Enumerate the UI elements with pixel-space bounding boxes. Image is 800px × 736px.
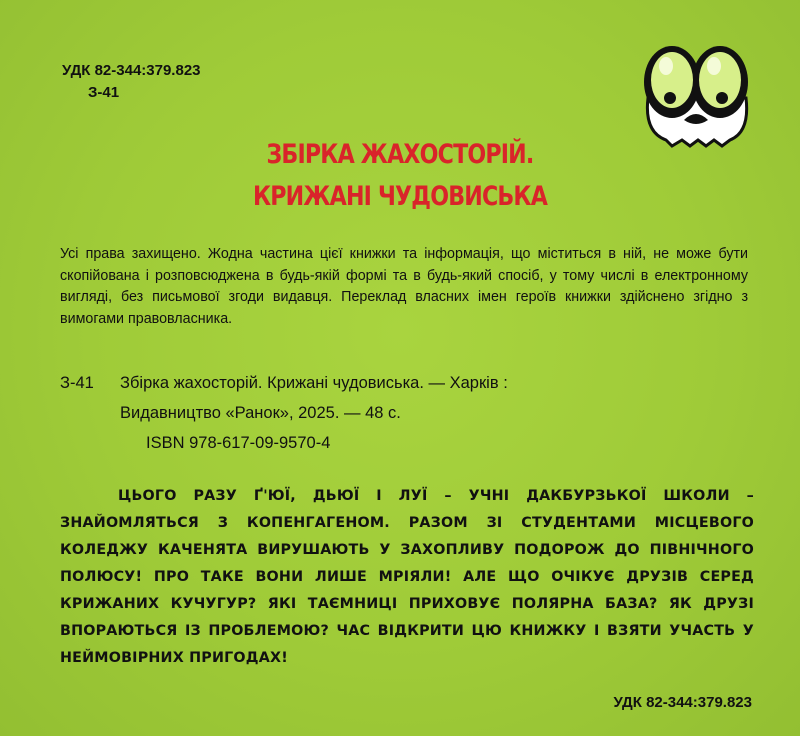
skull-eyes-icon (636, 36, 756, 148)
rights-paragraph: Усі права захищено. Жодна частина цієї книжки та інформація, що міститься в ній, не може бути скопійована і розповсюджена в будь-якій формі та в будь-який спосіб, у тому числі в електронному вигляді, без письмової згоди видавця. Переклад власних імен героїв книжки здійснено згідно з вимогами правовласника. (60, 246, 748, 327)
book-title (72, 134, 728, 218)
isbn: ISBN 978-617-09-9570-4 (146, 434, 331, 452)
catalog-code: З-41 (88, 84, 120, 101)
annotation-blurb (60, 483, 754, 672)
title-line-1: ЗБІРКА ЖАХОСТОРІЙ. (266, 139, 534, 170)
biblio-title-line: Збірка жахосторій. Крижані чудовиська. — Харків : (120, 374, 508, 392)
biblio-code: З-41 (60, 374, 94, 392)
blurb-text: ЦЬОГО РАЗУ Ґ'ЮЇ, ДЬЮЇ І ЛУЇ – УЧНІ ДАКБУРЗЬКОЇ ШКОЛИ – ЗНАЙОМЛЯТЬСЯ З КОПЕНГАГЕНОМ. РАЗОМ ЗІ СТУДЕНТАМИ МІСЦЕВОГО КОЛЕДЖУ КАЧЕНЯТА ВИРУШАЮТЬ У ЗАХОПЛИВУ ПОДОРОЖ ДО ПІВНІЧНОГО ПОЛЮСУ! ПРО ТАКЕ ВОНИ ЛИШЕ МРІЯЛИ! АЛЕ ЩО ОЧІКУЄ ДРУЗІВ СЕРЕД КРИЖАНИХ КУЧУГУР? ЯКІ ТАЄМНИЦІ ПРИХОВУЄ ПОЛЯРНА БАЗА? ЯК ДРУЗІ ВПОРАЮТЬСЯ ІЗ ПРОБЛЕМОЮ? ЧАС ВІДКРИТИ ЦЮ КНИЖКУ І ВЗЯТИ УЧАСТЬ У НЕЙМОВІРНИХ ПРИГОДАХ! (60, 488, 754, 666)
bibliographic-record (60, 368, 760, 458)
biblio-publisher-line: Видавництво «Ранок», 2025. — 48 с. (120, 404, 401, 422)
udk-header (62, 60, 201, 104)
udk-label: УДК 82-344:379.823 (62, 62, 201, 79)
title-line-2: КРИЖАНІ ЧУДОВИСЬКА (252, 181, 548, 212)
udk-footer: УДК 82-344:379.823 (613, 694, 752, 711)
